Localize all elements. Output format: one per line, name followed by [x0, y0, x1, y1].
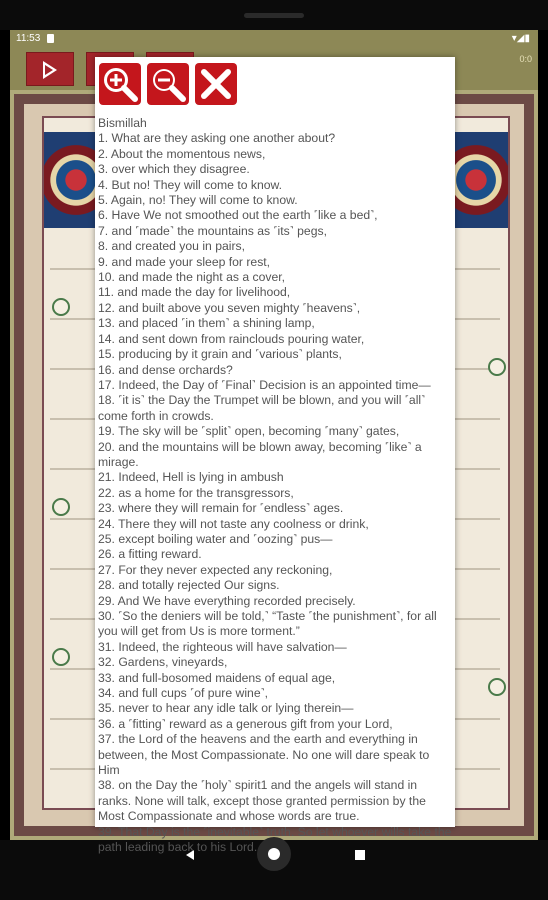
verse-line: 9. and made your sleep for rest,: [98, 254, 271, 269]
verse-list: [98, 131, 452, 855]
verse-line: 1. What are they asking one another about?: [98, 131, 336, 146]
verse-marker-icon: [488, 678, 506, 696]
verse-line: 22. as a home for the transgressors,: [98, 485, 294, 500]
sd-card-icon: [47, 34, 54, 43]
status-time: 11:53: [16, 33, 41, 44]
verse-line: 33. and full-bosomed maidens of equal age,: [98, 670, 336, 685]
verse-line: 38. on the Day the ˹holy˺ spirit1 and the angels will stand in ranks. None will talk, except those granted permission by the Most Compassionate and whose words are true.: [98, 778, 426, 824]
verse-line: 25. except boiling water and ˹oozing˺ pus—: [98, 531, 333, 546]
close-icon: [195, 63, 237, 105]
verse-line: 31. Indeed, the righteous will have salvation—: [98, 639, 347, 654]
page-indicator: 0:0: [519, 54, 532, 64]
verse-line: 29. And We have everything recorded precisely.: [98, 593, 356, 608]
verse-line: 10. and made the night as a cover,: [98, 270, 286, 285]
verse-line: 26. a fitting reward.: [98, 547, 202, 562]
zoom-in-icon: [99, 63, 141, 105]
verse-line: 23. where they will remain for ˹endless˺ ages.: [98, 501, 344, 516]
verse-line: 30. ˹So the deniers will be told,˺ “Taste ˹the punishment˺, for all you will get from Us is more torment.”: [98, 609, 437, 639]
verse-line: 8. and created you in pairs,: [98, 239, 246, 254]
verse-marker-icon: [52, 648, 70, 666]
verse-line: 36. a ˹fitting˺ reward as a generous gift from your Lord,: [98, 716, 393, 731]
translation-dialog: [95, 57, 455, 855]
verse-line: 19. The sky will be ˹split˺ open, becoming ˹many˺ gates,: [98, 424, 400, 439]
zoom-in-button[interactable]: [99, 63, 141, 105]
translation-text: [98, 116, 452, 856]
verse-line: 34. and full cups ˹of pure wine˺,: [98, 686, 269, 701]
verse-line: 37. the Lord of the heavens and the earth and everything in between, the Most Compassionate. No one will dare speak to Him: [98, 732, 430, 778]
verse-line: 15. producing by it grain and ˹various˺ plants,: [98, 347, 342, 362]
verse-line: 35. never to hear any idle talk or lying therein—: [98, 701, 354, 716]
verse-line: 2. About the momentous news,: [98, 146, 266, 161]
verse-line: 12. and built above you seven mighty ˹heavens˺,: [98, 300, 361, 315]
verse-marker-icon: [52, 298, 70, 316]
verse-line: 3. over which they disagree.: [98, 162, 250, 177]
verse-line: 7. and ˹made˺ the mountains as ˹its˺ pegs,: [98, 223, 327, 238]
verse-line: 4. But no! They will come to know.: [98, 177, 283, 192]
verse-line: 17. Indeed, the Day of ˹Final˺ Decision is an appointed time—: [98, 377, 431, 392]
verse-line: 5. Again, no! They will come to know.: [98, 193, 298, 208]
verse-marker-icon: [52, 498, 70, 516]
verse-line: 16. and dense orchards?: [98, 362, 233, 377]
status-bar: [10, 30, 538, 48]
verse-line: 14. and sent down from rainclouds pouring water,: [98, 331, 365, 346]
verse-line: 24. There they will not taste any coolness or drink,: [98, 516, 369, 531]
verse-line: 32. Gardens, vineyards,: [98, 655, 228, 670]
translation-heading: Bismillah: [98, 116, 147, 130]
zoom-out-button[interactable]: [147, 63, 189, 105]
verse-line: 20. and the mountains will be blown away, becoming ˹like˺ a mirage.: [98, 439, 422, 469]
verse-line: 39. That Day is the ˹inevitable˺ truth. So let whoever wills take the path leading back to his Lord.: [98, 824, 452, 855]
verse-line: 13. and placed ˹in them˺ a shining lamp,: [98, 316, 315, 331]
status-icons: ▾◢▮: [511, 33, 530, 44]
play-button[interactable]: [26, 52, 74, 86]
device-top-bezel: [0, 0, 548, 30]
verse-line: 21. Indeed, Hell is lying in ambush: [98, 470, 284, 485]
speaker-grille: [244, 13, 304, 18]
verse-marker-icon: [488, 358, 506, 376]
verse-line: 18. ˹it is˺ the Day the Trumpet will be blown, and you will ˹all˺ come forth in crowds.: [98, 393, 426, 423]
verse-line: 27. For they never expected any reckoning,: [98, 562, 333, 577]
zoom-out-icon: [147, 63, 189, 105]
close-button[interactable]: [195, 63, 237, 105]
verse-line: 28. and totally rejected Our signs.: [98, 578, 280, 593]
verse-line: 6. Have We not smoothed out the earth ˹like a bed˺,: [98, 208, 378, 223]
verse-line: 11. and made the day for livelihood,: [98, 285, 291, 300]
